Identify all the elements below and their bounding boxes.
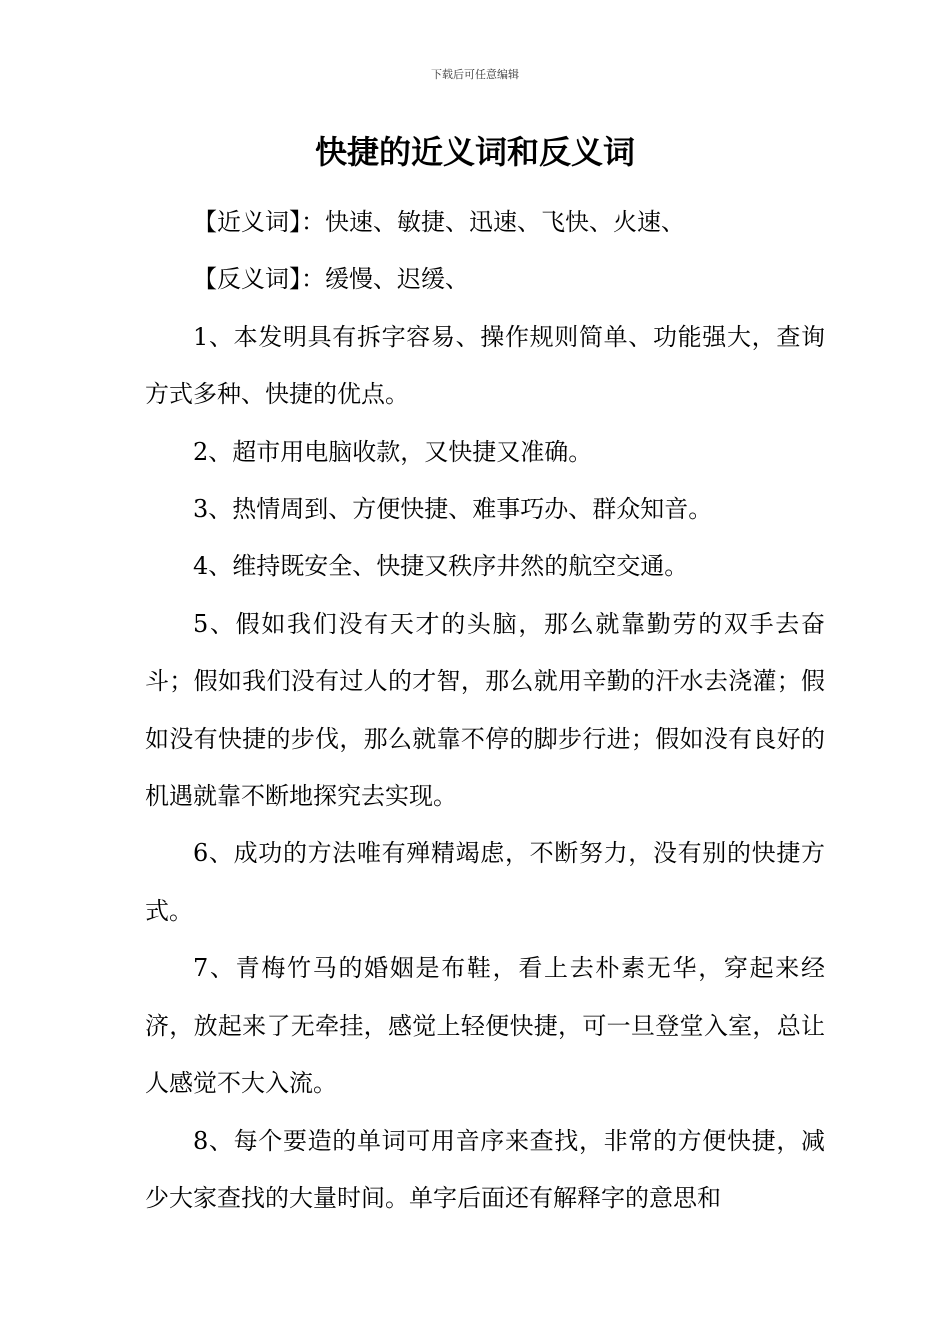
example-sentence-6: 6、成功的方法唯有殚精竭虑，不断努力，没有别的快捷方式。 (145, 839, 825, 925)
example-sentence-3: 3、热情周到、方便快捷、难事巧办、群众知音。 (193, 495, 713, 524)
header-note: 下载后可任意编辑 (431, 68, 519, 81)
example-sentence-8: 8、每个要造的单词可用音序来查找，非常的方便快捷，减少大家查找的大量时间。单字后面还有解释字的意思和 (145, 1126, 825, 1212)
example-sentence-1: 1、本发明具有拆字容易、操作规则简单、功能强大，查询方式多种、快捷的优点。 (145, 322, 825, 409)
example-sentence-4: 4、维持既安全、快捷又秩序井然的航空交通。 (193, 552, 689, 581)
document-body (145, 194, 825, 1227)
antonyms-line: 【反义词】：缓慢、迟缓、 (193, 265, 469, 294)
example-sentence-7: 7、青梅竹马的婚姻是布鞋，看上去朴素无华，穿起来经济，放起来了无牵挂，感觉上轻便快捷，可一旦登堂入室，总让人感觉不大入流。 (145, 954, 825, 1098)
example-sentence-2: 2、超市用电脑收款，又快捷又准确。 (193, 437, 593, 466)
page-title: 快捷的近义词和反义词 (314, 133, 635, 171)
example-sentence-5: 5、假如我们没有天才的头脑，那么就靠勤劳的双手去奋斗；假如我们没有过人的才智，那么就用辛勤的汗水去浇灌；假如没有快捷的步伐，那么就靠不停的脚步行进；假如没有良好的机遇就靠不断地探究去实现。 (145, 609, 825, 811)
synonyms-line: 【近义词】：快速、敏捷、迅速、飞快、火速、 (193, 208, 685, 236)
